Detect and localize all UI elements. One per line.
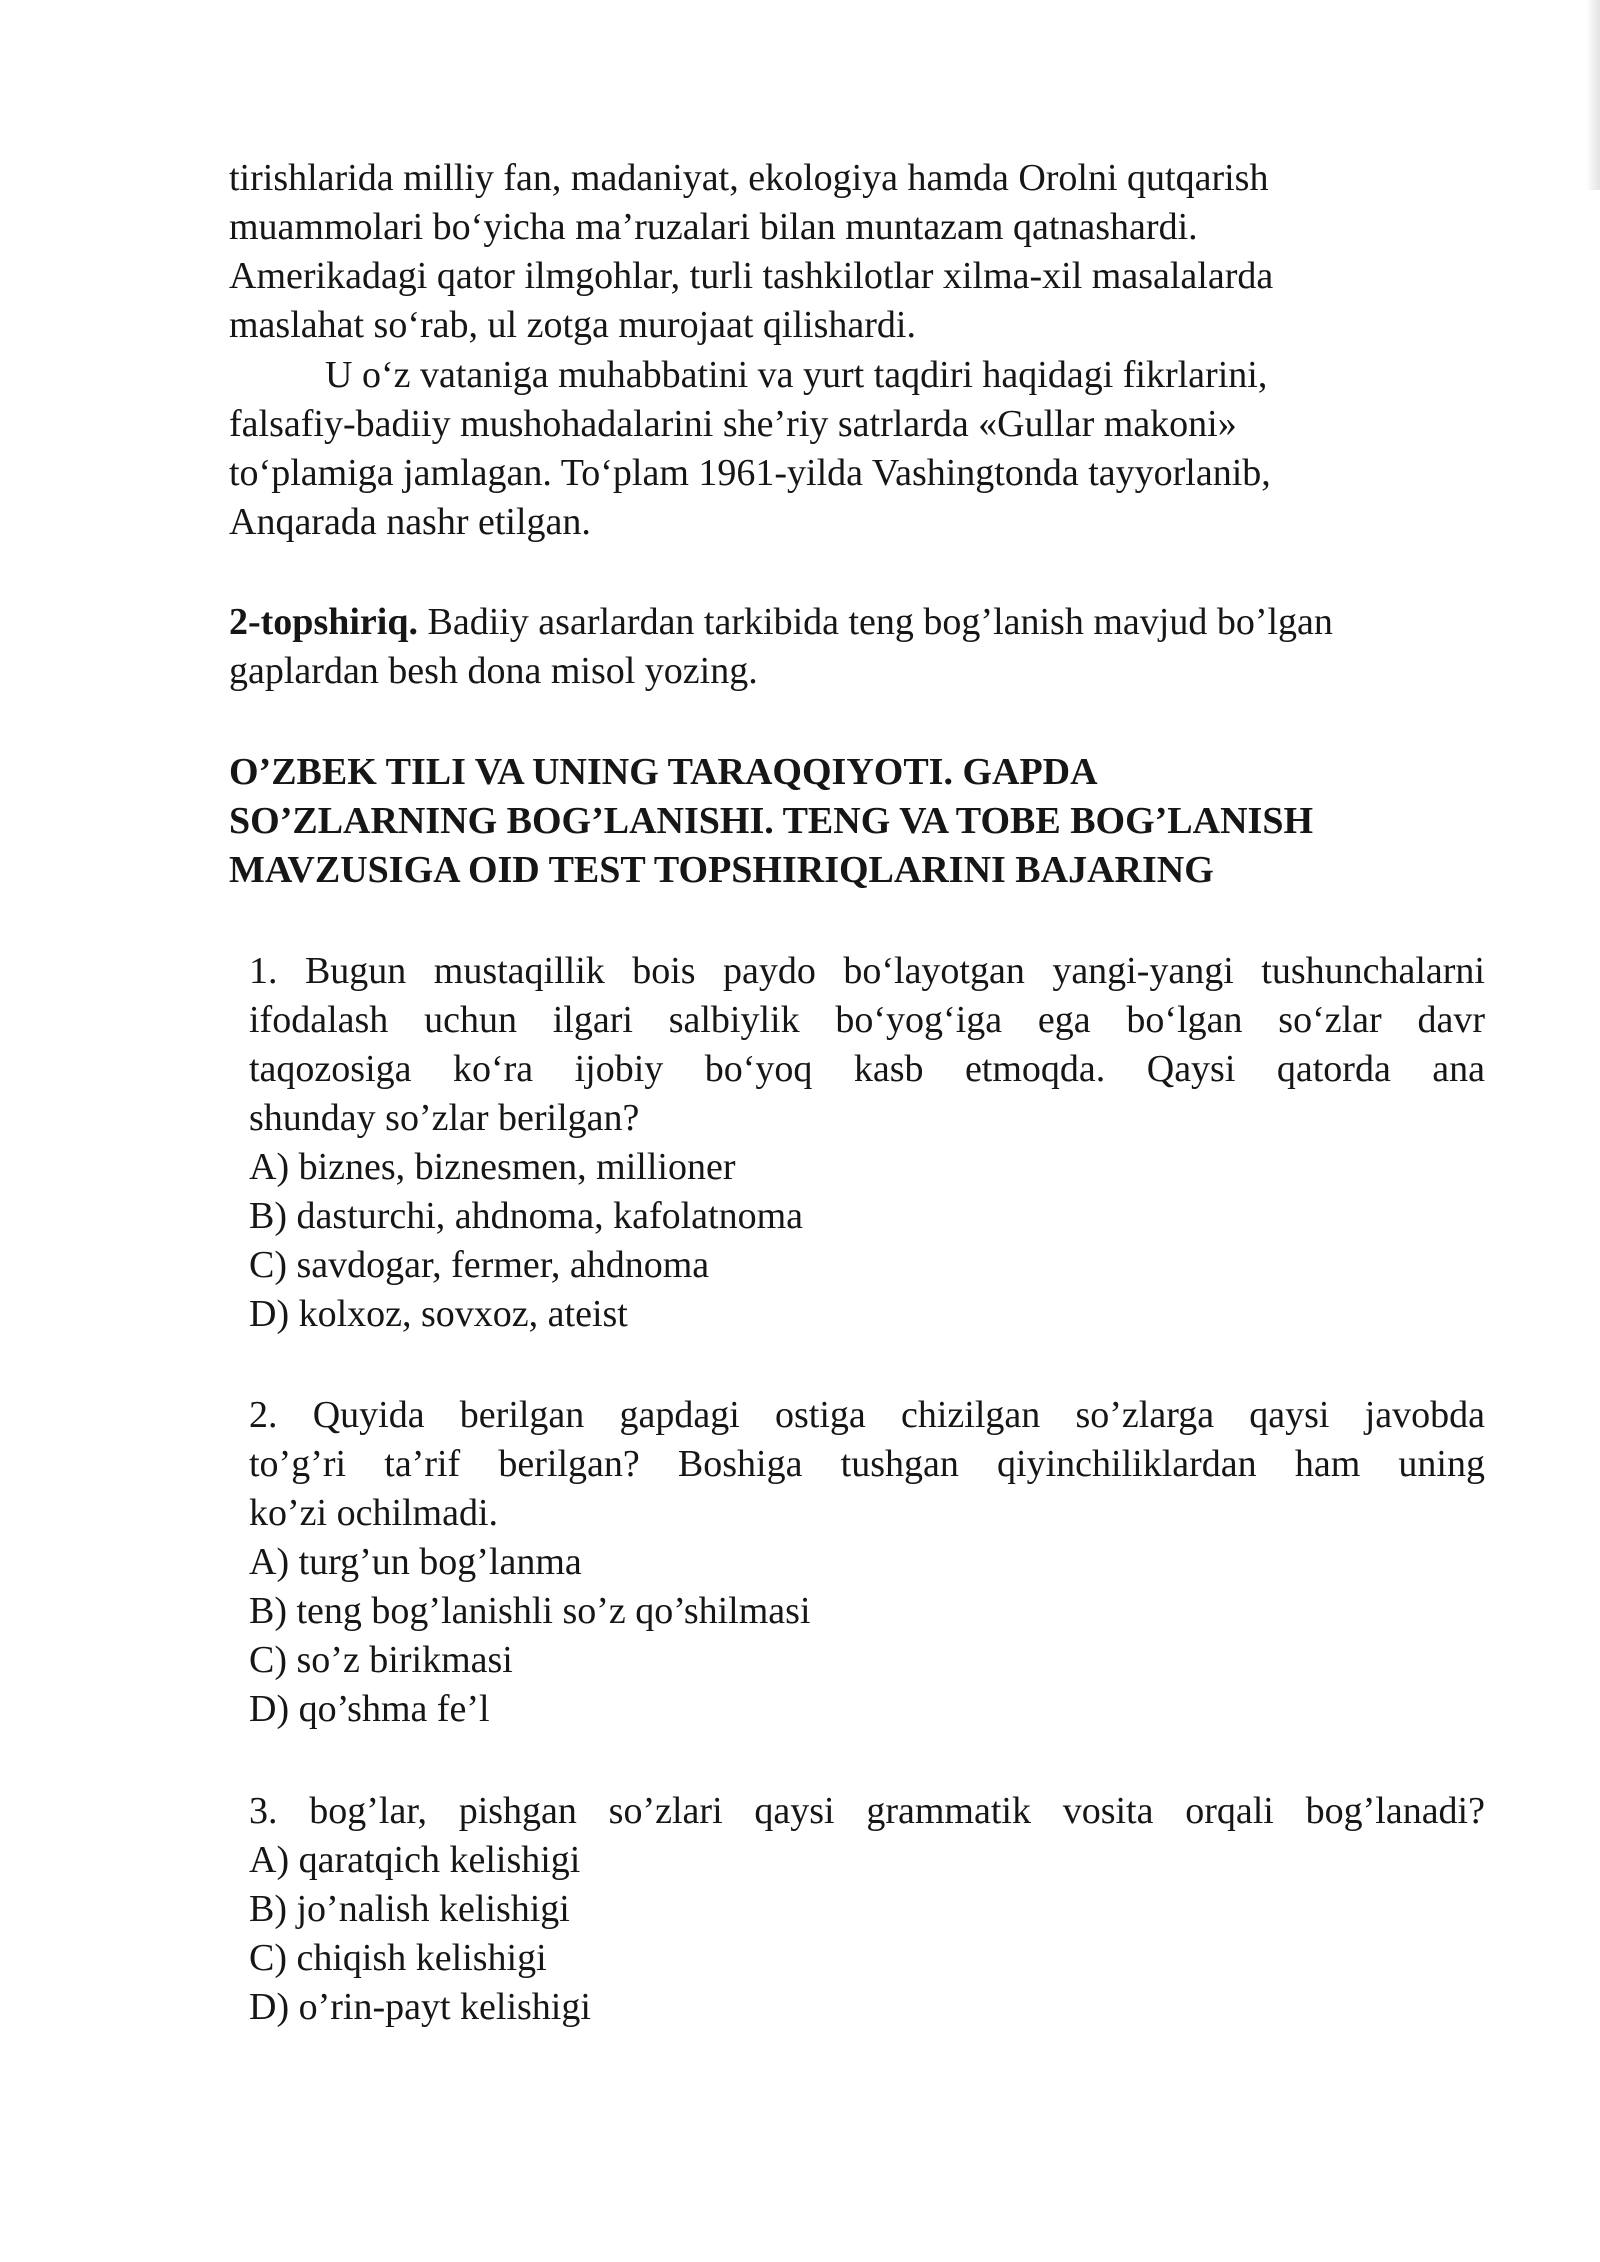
answer-option: D) qo’shma fe’l xyxy=(249,1688,490,1730)
answer-option: A) turg’un bog’lanma xyxy=(249,1541,582,1583)
paragraph-line: muammolari bo‘yicha ma’ruzalari bilan muntazam qatnashardi. xyxy=(229,206,1198,248)
answer-option: B) dasturchi, ahdnoma, kafolatnoma xyxy=(249,1195,804,1237)
answer-option: D) kolxoz, sovxoz, ateist xyxy=(249,1293,628,1335)
heading-line: SO’ZLARNING BOG’LANISHI. TENG VA TOBE BOG’LANISH xyxy=(229,800,1314,842)
question-line: 1. Bugun mustaqillik bois paydo bo‘layotgan yangi-yangi tushunchalarni xyxy=(249,950,1485,992)
question-line: 3. bog’lar, pishgan so’zlari qaysi grammatik vosita orqali bog’lanadi? xyxy=(249,1790,1485,1832)
question-line: 2. Quyida berilgan gapdagi ostiga chizilgan so’zlarga qaysi javobda xyxy=(249,1394,1485,1436)
paragraph-2 xyxy=(229,351,1489,547)
question-line: ifodalash uchun ilgari salbiylik bo‘yog‘iga ega bo‘lgan so‘zlar davr xyxy=(249,999,1485,1041)
heading-line: O’ZBEK TILI VA UNING TARAQQIYOTI. GAPDA xyxy=(229,751,1098,793)
task-2-line: gaplardan besh dona misol yozing. xyxy=(229,650,758,692)
paragraph-line: Anqarada nashr etilgan. xyxy=(229,501,591,543)
answer-option: C) so’z birikmasi xyxy=(249,1639,513,1681)
answer-option: B) jo’nalish kelishigi xyxy=(249,1888,570,1930)
paragraph-1 xyxy=(229,154,1489,350)
answer-option: C) savdogar, fermer, ahdnoma xyxy=(249,1244,710,1286)
question-line: taqozosiga ko‘ra ijobiy bo‘yoq kasb etmoqda. Qaysi qatorda ana xyxy=(249,1048,1485,1090)
task-2 xyxy=(229,598,1529,696)
question-3 xyxy=(249,1787,1485,2032)
paragraph-line: to‘plamiga jamlagan. To‘plam 1961-yilda Vashingtonda tayyorlanib, xyxy=(229,452,1271,494)
question-line: shunday so’zlar berilgan? xyxy=(249,1097,640,1139)
paragraph-line: falsafiy-badiiy mushohadalarini she’riy satrlarda «Gullar makoni» xyxy=(229,403,1237,445)
answer-option: D) o’rin-payt kelishigi xyxy=(249,1986,591,2028)
paragraph-line: Amerikadagi qator ilmgohlar, turli tashkilotlar xilma-xil masalalarda xyxy=(229,255,1274,297)
heading-line: MAVZUSIGA OID TEST TOPSHIRIQLARINI BAJARING xyxy=(229,849,1214,891)
task-2-label: 2-topshiriq. xyxy=(229,601,418,643)
section-heading xyxy=(229,748,1529,895)
question-2 xyxy=(249,1391,1485,1734)
answer-option: B) teng bog’lanishli so’z qo’shilmasi xyxy=(249,1590,811,1632)
answer-option: A) qaratqich kelishigi xyxy=(249,1839,581,1881)
scan-edge-shadow xyxy=(1586,0,1600,190)
paragraph-line: maslahat so‘rab, ul zotga murojaat qilishardi. xyxy=(229,304,916,346)
answer-option: A) biznes, biznesmen, millioner xyxy=(249,1146,736,1188)
question-line: to’g’ri ta’rif berilgan? Boshiga tushgan qiyinchiliklardan ham uning xyxy=(249,1443,1485,1485)
question-line: ko’zi ochilmadi. xyxy=(249,1492,499,1534)
paragraph-line: tirishlarida milliy fan, madaniyat, ekologiya hamda Orolni qutqarish xyxy=(229,157,1269,199)
task-2-line xyxy=(229,598,1529,647)
question-1 xyxy=(249,947,1485,1339)
task-2-text: Badiiy asarlardan tarkibida teng bog’lanish mavjud bo’lgan xyxy=(417,601,1333,643)
paragraph-line: U o‘z vataniga muhabbatini va yurt taqdiri haqidagi fikrlarini, xyxy=(325,354,1268,396)
answer-option: C) chiqish kelishigi xyxy=(249,1937,547,1979)
